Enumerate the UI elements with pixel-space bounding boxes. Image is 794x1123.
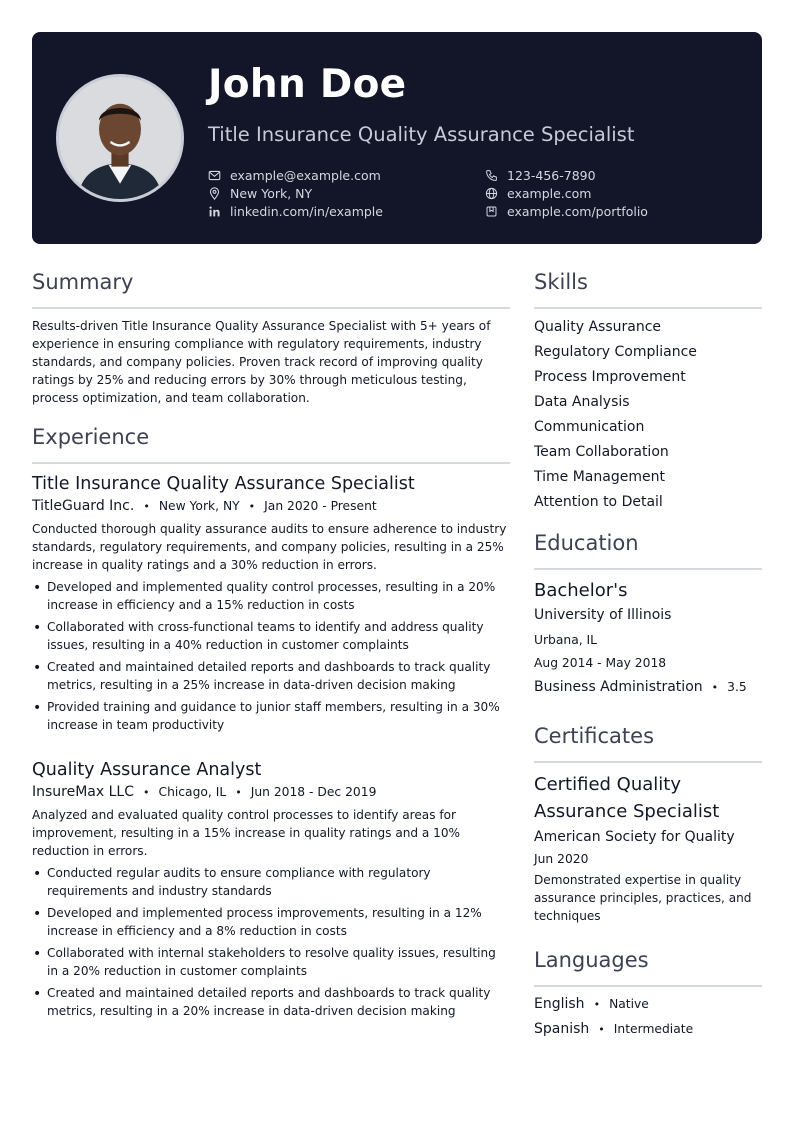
job-entry	[32, 760, 510, 1024]
languages-list	[534, 996, 762, 1046]
candidate-title: Title Insurance Quality Assurance Specialist	[208, 123, 635, 146]
language-level: Native	[609, 997, 649, 1011]
education-gpa: 3.5	[727, 680, 747, 694]
language-name: English	[534, 996, 585, 1012]
job-location: Chicago, IL	[158, 785, 227, 799]
contact-list-right	[485, 166, 648, 220]
job-achievements	[32, 578, 510, 734]
globe-icon	[485, 187, 498, 200]
contact-linkedin-text: linkedin.com/in/example	[230, 203, 383, 219]
languages-section	[534, 948, 762, 972]
summary-text: Results-driven Title Insurance Quality Assurance Specialist with 5+ years of experience in ensuring compliance with regulatory requirements, industry standards, and company policies. Proven track record of improving quality ratings by 25% and reducing errors by 30% through meticulous testing, process optimization, and team collaboration.	[32, 319, 491, 405]
list-item: • Conducted regular audits to ensure compliance with regulatory requirements and industry standards	[32, 864, 510, 900]
skill-item: Time Management	[534, 469, 665, 485]
profile-photo	[56, 74, 184, 202]
certificates-section	[534, 724, 762, 748]
skills-section	[534, 270, 762, 294]
summary-divider	[32, 307, 510, 309]
job-meta	[32, 498, 510, 514]
separator-dot: •	[143, 786, 150, 799]
education-dates: Aug 2014 - May 2018	[534, 656, 667, 670]
location-pin-icon	[208, 187, 221, 200]
person-avatar-icon	[59, 77, 181, 199]
job-location: New York, NY	[158, 499, 240, 513]
phone-icon	[485, 169, 498, 182]
contact-portfolio[interactable]	[485, 202, 648, 220]
contact-phone-text: 123-456-7890	[507, 167, 596, 183]
education-field-name: Business Administration	[534, 679, 703, 695]
language-level: Intermediate	[613, 1022, 694, 1036]
certificate-description: Demonstrated expertise in quality assurance principles, practices, and techniques	[534, 873, 752, 923]
job-entry	[32, 474, 510, 738]
job-description: Analyzed and evaluated quality control processes to identify areas for improvement, resulting in a 15% increase in quality ratings and a 10% reduction in errors.	[32, 808, 461, 858]
job-title: Quality Assurance Analyst	[32, 760, 262, 780]
job-dates: Jun 2018 - Dec 2019	[250, 785, 377, 799]
job-dates: Jan 2020 - Present	[264, 499, 377, 513]
job-title: Title Insurance Quality Assurance Specialist	[32, 474, 415, 494]
list-item: • Created and maintained detailed reports and dashboards to track quality metrics, resulting in a 25% increase in data-driven decision making	[32, 658, 510, 694]
skill-item: Communication	[534, 419, 645, 435]
certificate-entry	[534, 771, 762, 925]
skills-heading: Skills	[534, 270, 588, 294]
certificates-heading: Certificates	[534, 724, 655, 748]
certificate-name: Certified Quality Assurance Specialist	[534, 774, 720, 822]
skill-item: Attention to Detail	[534, 494, 663, 510]
skill-item: Quality Assurance	[534, 319, 662, 335]
education-field	[534, 679, 762, 695]
linkedin-icon	[208, 205, 221, 218]
resume-header	[32, 32, 762, 244]
job-company: InsureMax LLC	[32, 784, 134, 800]
education-entry	[534, 580, 762, 695]
skills-divider	[534, 307, 762, 309]
list-item: • Collaborated with internal stakeholders to resolve quality issues, resulting in a 20% reduction in customer complaints	[32, 944, 510, 980]
certificate-date: Jun 2020	[534, 852, 589, 866]
education-school: University of Illinois	[534, 607, 672, 623]
contact-website-text: example.com	[507, 185, 592, 201]
contact-email-text: example@example.com	[230, 167, 381, 183]
contact-website[interactable]	[485, 184, 648, 202]
certificates-divider	[534, 761, 762, 763]
education-section	[534, 531, 762, 555]
contact-linkedin[interactable]	[208, 202, 383, 220]
languages-heading: Languages	[534, 948, 649, 972]
job-meta	[32, 784, 510, 800]
separator-dot: •	[143, 500, 150, 513]
candidate-name: John Doe	[208, 62, 407, 107]
job-description: Conducted thorough quality assurance audits to ensure adherence to industry standards, regulatory requirements, and company policies, resulting in a 25% increase in quality ratings and a 30% reduction in errors.	[32, 522, 507, 572]
list-item: • Created and maintained detailed reports and dashboards to track quality metrics, resulting in a 20% increase in data-driven decision making	[32, 984, 510, 1020]
separator-dot: •	[248, 500, 256, 513]
language-item	[534, 1021, 762, 1046]
separator-dot: •	[711, 681, 719, 694]
education-degree: Bachelor's	[534, 580, 628, 601]
experience-divider	[32, 462, 510, 464]
skill-item: Process Improvement	[534, 369, 686, 385]
contact-location	[208, 184, 383, 202]
summary-section	[32, 270, 510, 294]
separator-dot: •	[593, 998, 601, 1011]
contact-email[interactable]	[208, 166, 383, 184]
experience-heading: Experience	[32, 425, 150, 449]
contact-location-text: New York, NY	[230, 185, 313, 201]
list-item: • Collaborated with cross-functional teams to identify and address quality issues, resulting in a 40% reduction in customer complaints	[32, 618, 510, 654]
skills-list	[534, 318, 762, 518]
skill-item: Data Analysis	[534, 394, 630, 410]
separator-dot: •	[598, 1023, 605, 1036]
job-company: TitleGuard Inc.	[32, 498, 135, 514]
list-item: • Developed and implemented process improvements, resulting in a 12% increase in efficiency and a 8% reduction in costs	[32, 904, 510, 940]
summary-heading: Summary	[32, 270, 134, 294]
contact-phone[interactable]	[485, 166, 648, 184]
contact-list-left	[208, 166, 383, 220]
languages-divider	[534, 985, 762, 987]
education-location: Urbana, IL	[534, 633, 598, 647]
list-item: • Provided training and guidance to junior staff members, resulting in a 30% increase in team productivity	[32, 698, 510, 734]
experience-section	[32, 425, 510, 449]
bookmark-icon	[485, 205, 498, 218]
job-achievements	[32, 864, 510, 1020]
certificate-issuer: American Society for Quality	[534, 829, 735, 845]
education-divider	[534, 568, 762, 570]
separator-dot: •	[235, 786, 242, 799]
list-item: • Developed and implemented quality control processes, resulting in a 20% increase in efficiency and a 15% reduction in costs	[32, 578, 510, 614]
contact-portfolio-text: example.com/portfolio	[507, 203, 648, 219]
language-item	[534, 996, 762, 1021]
skill-item: Regulatory Compliance	[534, 344, 697, 360]
language-name: Spanish	[534, 1021, 590, 1037]
mail-icon	[208, 169, 221, 182]
skill-item: Team Collaboration	[534, 444, 669, 460]
education-heading: Education	[534, 531, 639, 555]
